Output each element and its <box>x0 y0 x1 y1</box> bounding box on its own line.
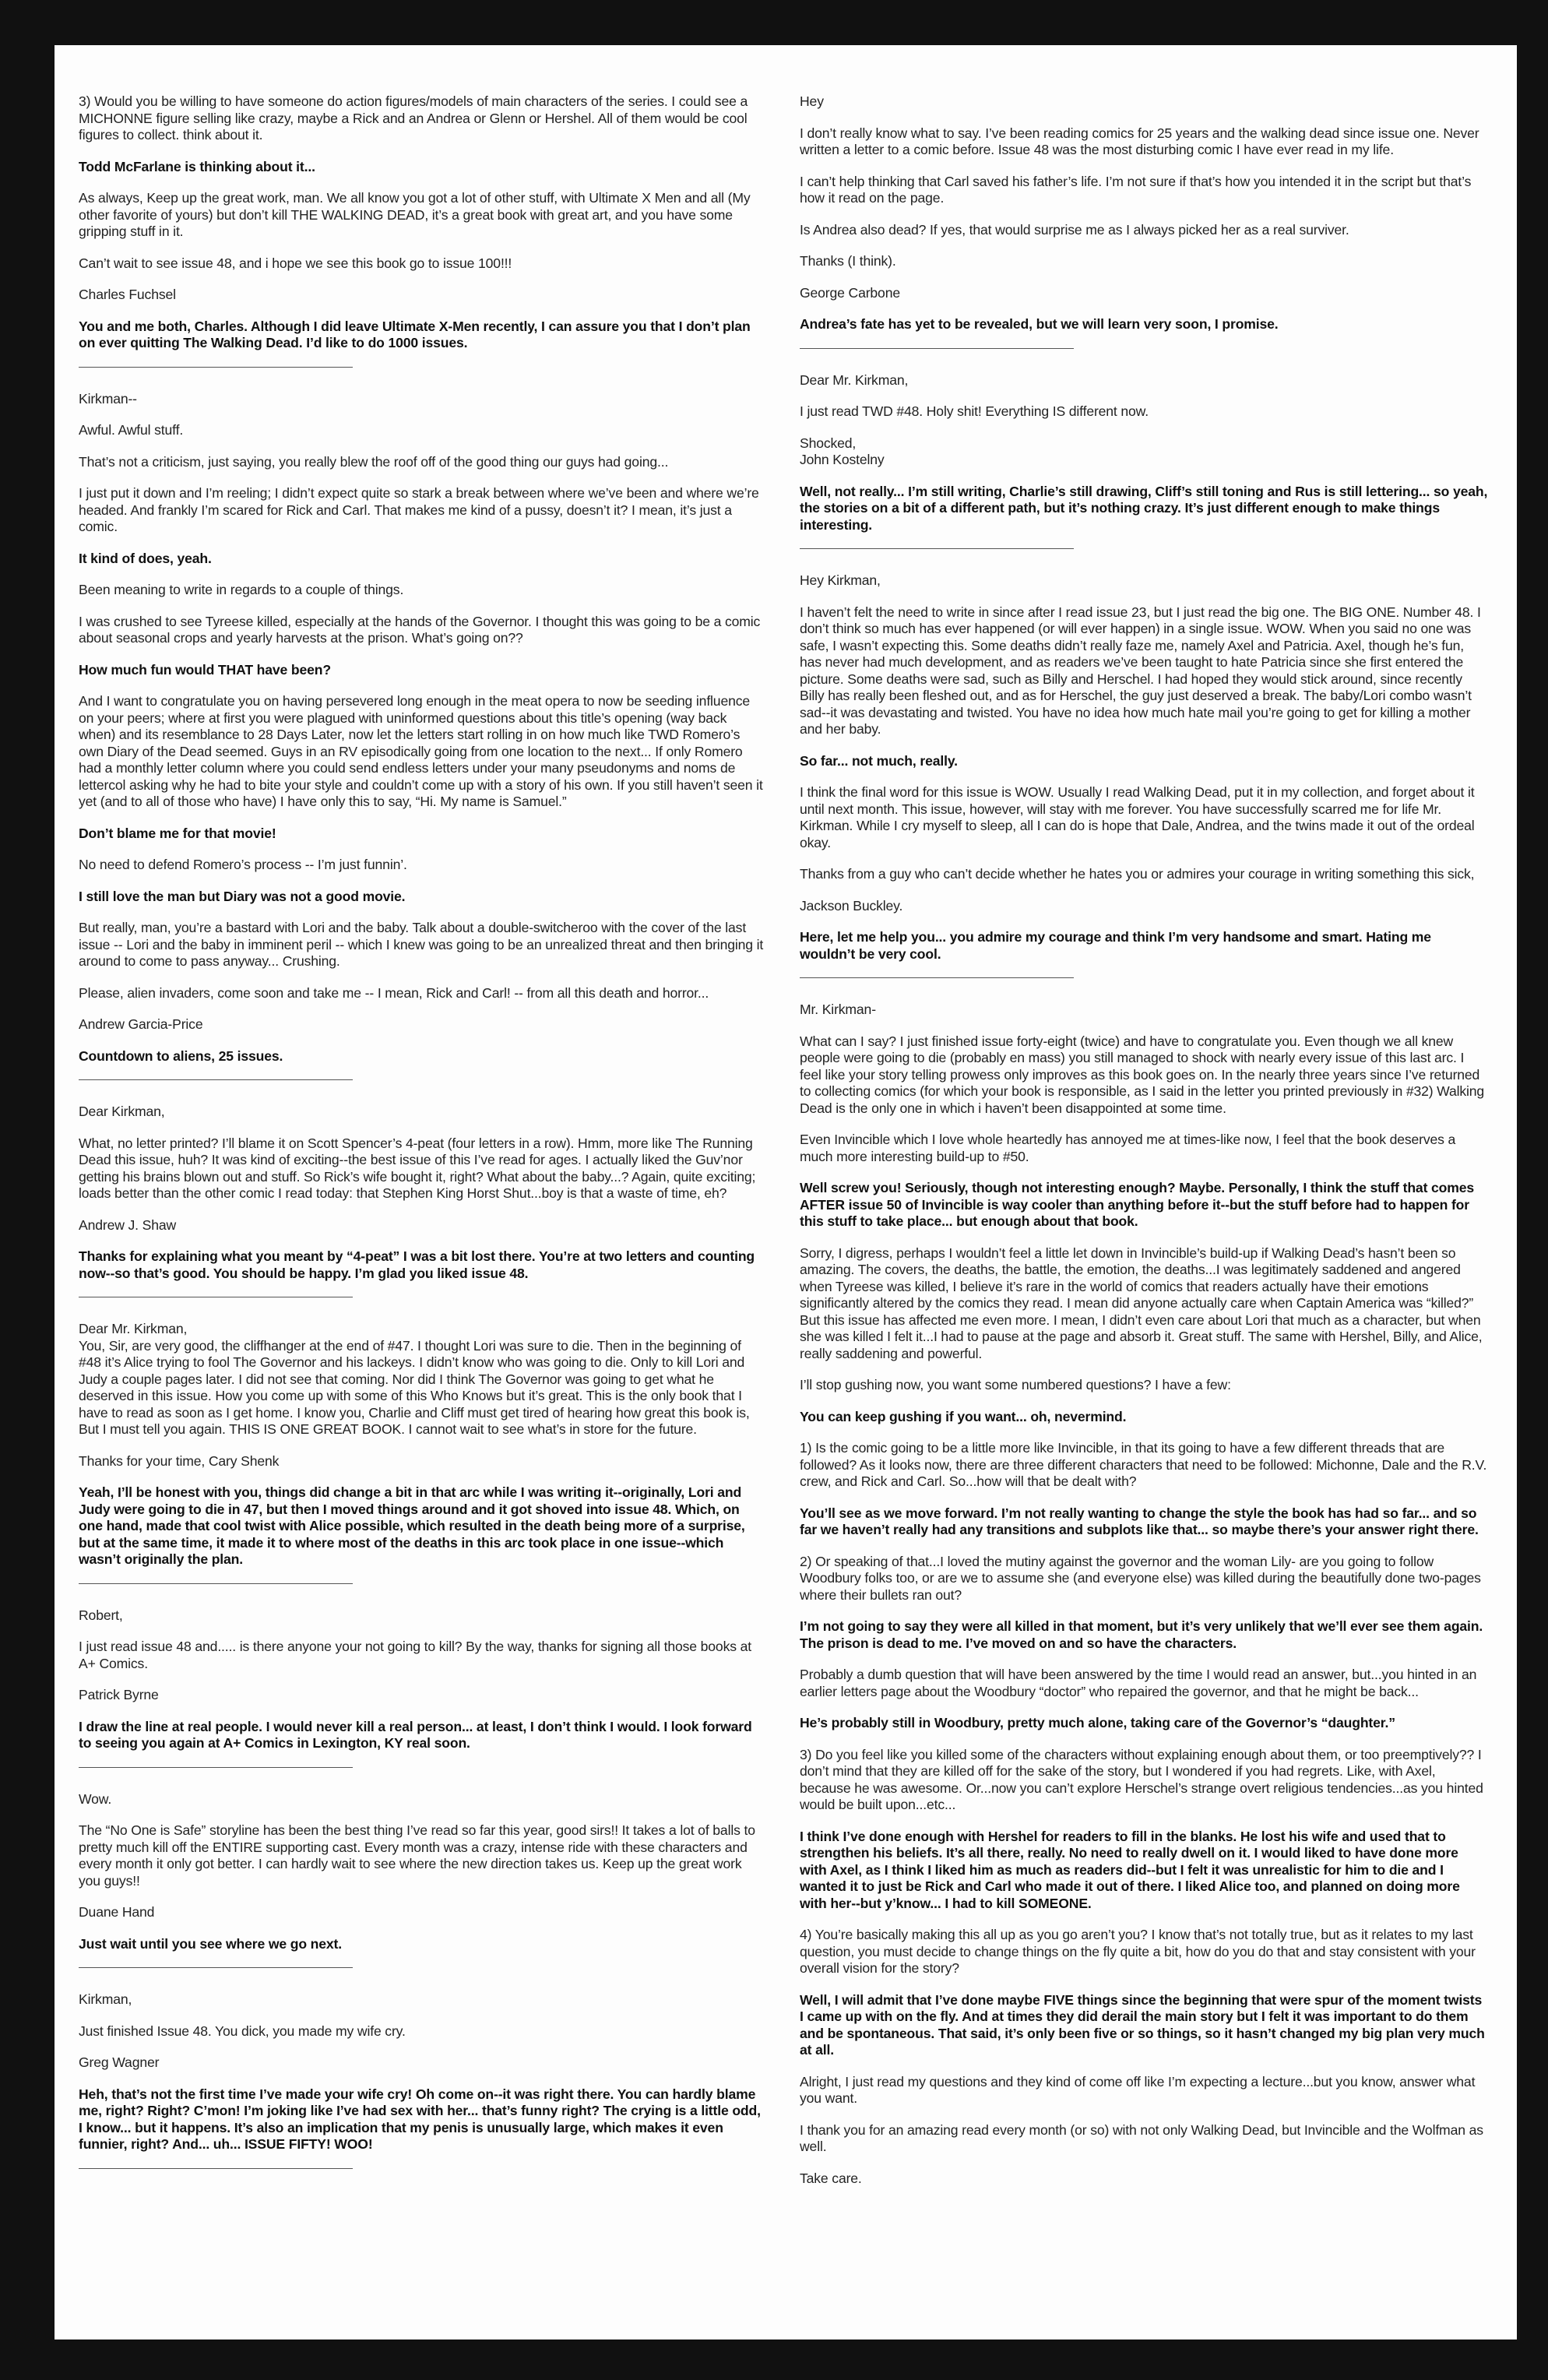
letter-divider <box>800 348 1074 349</box>
letter-paragraph: Is Andrea also dead? If yes, that would surprise me as I always picked her as a real surviver. <box>800 221 1349 238</box>
right-column <box>800 93 1488 2202</box>
editor-reply: Well screw you! Seriously, though not interesting enough? Maybe. Personally, I think the stuff that comes AFTER issue 50 of Invincible is way cooler than anything before it--but the stuff before had to happen for this stuff to take place... but enough about that book. <box>800 1180 1475 1229</box>
letter-paragraph: Kirkman, <box>79 1991 132 2007</box>
editor-reply: Todd McFarlane is thinking about it... <box>79 158 315 174</box>
letter-divider <box>800 548 1074 549</box>
editor-reply: Andrea’s fate has yet to be revealed, but we will learn very soon, I promise. <box>800 316 1279 332</box>
letter-paragraph: Take care. <box>800 2170 862 2186</box>
editor-reply: So far... not much, really. <box>800 752 958 769</box>
letter-paragraph: 2) Or speaking of that...I loved the mutiny against the governor and the woman Lily- are you going to follow Woodbury folks too, or are we to assume she (and everyone else) was killed during the beautifully done two-pages where their bullets ran out? <box>800 1553 1481 1603</box>
letter-paragraph: I thank you for an amazing read every month (or so) with not only Walking Dead, but Invincible and the Wolfman as well. <box>800 2121 1483 2154</box>
letter-paragraph: Wow. <box>79 1790 112 1807</box>
editor-reply: Well, I will admit that I’ve done maybe FIVE things since the beginning that were spur of the moment twists I came up with on the fly. And at times they did derail the main story but I felt it was important to do them and be spontaneous. That said, it’s only been five or so things, so it hasn’t changed my big plan very much at all. <box>800 1991 1485 2058</box>
editor-reply: I’m not going to say they were all killed in that moment, but it’s very unlikely that we’ll ever see them again. The prison is dead to me. I’ve moved on and so have the characters. <box>800 1618 1483 1651</box>
letter-paragraph: Patrick Byrne <box>79 1687 159 1702</box>
letter-paragraph: Been meaning to write in regards to a couple of things. <box>79 582 404 597</box>
letter-paragraph: Sorry, I digress, perhaps I wouldn’t feel a little let down in Invincible’s build-up if Walking Dead’s hasn’t been so amazing. The covers, the deaths, the battle, the emotion, the deaths...I was legitimately saddened and angered when Tyreese was killed, I believe it’s rare in the world of comics that readers actually have their emotions significantly altered by the comics they read. I mean did anyone actually care when Captain America was “killed?” But this issue has affected me even more. I mean, I didn’t even care about Lori that much as a character, but when she was killed I felt it...I had to pause at the page and absorb it. Great stuff. The same with Hershel, Billy, and Alice, really saddening and powerful. <box>800 1245 1483 1361</box>
letter-paragraph: Mr. Kirkman- <box>800 1002 876 1017</box>
editor-reply: I think I’ve done enough with Hershel for readers to fill in the blanks. He lost his wife and used that to strengthen his beliefs. It’s all there, really. No need to really dwell on it. I would liked to have done more with Axel, as I think I liked him as much as readers did--but I felt it was unrealistic for him to die and I wanted it to just be Rick and Carl who made it out of there. I liked Alice too, and planned on doing more with her--but y’know... I had to kill SOMEONE. <box>800 1828 1460 1911</box>
editor-reply: You and me both, Charles. Although I did leave Ultimate X-Men recently, I can assure you that I don’t plan on ever quitting The Walking Dead. I’d like to do 1000 issues. <box>79 318 751 350</box>
letter-paragraph: Greg Wagner <box>79 2054 160 2070</box>
letter-paragraph: 3) Do you feel like you killed some of the characters without explaining enough about them, or too preemptively?? I don’t mind that they are killed off for the sake of the story, but I wondered if you had regrets. Like, with Axel, because he was awesome. Or...now you can’t explore Herschel’s strange overt religious tendencies...as you hinted would be built upon...etc... <box>800 1746 1483 1812</box>
letter-divider <box>79 1767 353 1768</box>
editor-reply: It kind of does, yeah. <box>79 550 212 566</box>
letter-paragraph: Hey <box>800 93 824 109</box>
letter-paragraph: Kirkman-- <box>79 390 137 407</box>
letter-paragraph: 3) Would you be willing to have someone do action figures/models of main characters of the series. I could see a MICHONNE figure selling like crazy, maybe a Rick and an Andrea or Glenn or Hershel. All of them would be cool figures to collect. think about it. <box>79 93 748 143</box>
letter-paragraph: 4) You’re basically making this all up as you go aren’t you? I know that’s not totally true, but as it relates to my last question, you must decide to change things on the fly quite a bit, how do you do that and stay consistent with your overall vision for the story? <box>800 1927 1476 1976</box>
letter-paragraph: I’ll stop gushing now, you want some numbered questions? I have a few: <box>800 1377 1231 1392</box>
letter-paragraph: Please, alien invaders, come soon and take me -- I mean, Rick and Carl! -- from all this death and horror... <box>79 984 709 1001</box>
letters-page <box>55 45 1517 2340</box>
letter-paragraph: George Carbone <box>800 284 900 301</box>
letter-paragraph: I just read issue 48 and..... is there anyone your not going to kill? By the way, thanks for signing all those books at A+ Comics. <box>79 1639 751 1671</box>
letter-paragraph: What, no letter printed? I’ll blame it on Scott Spencer’s 4-peat (four letters in a row). Hmm, more like The Running Dead this issue, huh? It was kind of exciting--the best issue of this I’ve read for ages. I actually liked the Guv’nor getting his brains blown out and stuff. So Rick’s wife bought it, right? What about the baby...? Again, quite exciting; loads better than the other comic I read today: that Stephen King Horst Shut...boy is that a waste of time, eh? <box>79 1135 756 1201</box>
editor-reply: Well, not really... I’m still writing, Charlie’s still drawing, Cliff’s still toning and Rus is still lettering... so yeah, the stories on a bit of a different path, but it’s nothing crazy. It’s just different enough to make things interesting. <box>800 483 1488 533</box>
letter-paragraph: Dear Mr. Kirkman, <box>800 371 909 388</box>
letter-paragraph: Shocked, John Kostelny <box>800 435 885 467</box>
letter-paragraph: Duane Hand <box>79 1904 155 1920</box>
editor-reply: Just wait until you see where we go next. <box>79 1935 342 1952</box>
letter-paragraph: Charles Fuchsel <box>79 287 176 302</box>
letter-paragraph: Thanks for your time, Cary Shenk <box>79 1452 280 1469</box>
letter-paragraph: Andrew Garcia-Price <box>79 1016 203 1032</box>
letter-paragraph: Even Invincible which I love whole heartedly has annoyed me at times-like now, I feel that the book deserves a much more interesting build-up to #50. <box>800 1132 1456 1164</box>
editor-reply: I draw the line at real people. I would never kill a real person... at least, I don’t think I would. I look forward to seeing you again at A+ Comics in Lexington, KY real soon. <box>79 1718 752 1751</box>
letter-paragraph: I can’t help thinking that Carl saved his father’s life. I’m not sure if that’s how you intended it in the script but that’s how it read on the page. <box>800 173 1472 206</box>
letter-divider <box>79 2168 353 2169</box>
letter-paragraph: Dear Mr. Kirkman, You, Sir, are very good, the cliffhanger at the end of #47. I thought Lori was sure to die. Then in the beginning of #48 it’s Alice trying to fool The Governor and his lackeys. I didn’t know who was going to die. Only to kill Lori and Judy a couple pages later. I did not see that coming. Nor did I think The Governor was going to get what he deserved in this issue. How you come up with some of this Who Knows but it’s great. This is the only book that I have to read as soon as I get home. I know you, Charlie and Cliff must get tired of hearing how great this book is, But I must tell you again. THIS IS ONE GREAT BOOK. I cannot wait to see what’s in store for the future. <box>79 1321 750 1437</box>
letter-paragraph: 1) Is the comic going to be a little more like Invincible, in that its going to have a few different threads that are followed? As it looks now, there are three different characters that need to be followed: Michonne, Dale and the R.V. crew, and Rick and Carl. So...how will that be dealt with? <box>800 1440 1487 1489</box>
letter-paragraph: Can’t wait to see issue 48, and i hope we see this book go to issue 100!!! <box>79 255 512 271</box>
editor-reply: He’s probably still in Woodbury, pretty much alone, taking care of the Governor’s “daughter.” <box>800 1715 1395 1730</box>
letter-paragraph: As always, Keep up the great work, man. We all know you got a lot of other stuff, with Ultimate X Men and all (My other favorite of yours) but don’t kill THE WALKING DEAD, it’s a great book with great art, and you have some gripping stuff in it. <box>79 190 751 239</box>
letter-divider <box>79 1079 353 1080</box>
letter-paragraph: Just finished Issue 48. You dick, you made my wife cry. <box>79 2023 406 2039</box>
editor-reply: Heh, that’s not the first time I’ve made your wife cry! Oh come on--it was right there. You can hardly blame me, right? Right? C’mon! I’m joking like I’ve had sex with her... that’s funny right? The crying is a little odd, I know... but it happens. It’s also an implication that my penis is unusually large, which makes it even funnier, right? And... uh... ISSUE FIFTY! WOO! <box>79 2086 761 2152</box>
letter-paragraph: And I want to congratulate you on having persevered long enough in the meat opera to now be seeding influence on your peers; where at first you were plagued with uninformed questions about this title’s opening (way back when) and its resemblance to 28 Days Later, now let the letters start rolling in on how much like TWD Romero’s own Diary of the Dead seemed. Guys in an RV episodically going from one location to the next... If only Romero had a monthly letter column where you could send endless letters under your many pseudonyms and noms de lettercol asking why he had to bite your style and couldn’t come up with a story of his own. If you still haven’t seen it yet (and to all of those who have) I have only this to say, “Hi. My name is Samuel.” <box>79 693 763 809</box>
letter-divider <box>800 977 1074 978</box>
letter-divider <box>79 1967 353 1968</box>
letter-paragraph: Andrew J. Shaw <box>79 1216 177 1233</box>
letter-paragraph: Thanks from a guy who can’t decide whether he hates you or admires your courage in writing something this sick, <box>800 866 1475 882</box>
letter-paragraph: The “No One is Safe” storyline has been the best thing I’ve read so far this year, good sirs!! It takes a lot of balls to pretty much kill off the ENTIRE supporting cast. Every month was a crazy, intense ride with these characters and every month it only got better. I can hardly wait to see where the new direction takes us. Keep up the great work you guys!! <box>79 1822 755 1889</box>
left-column <box>79 93 767 2192</box>
letter-paragraph: I was crushed to see Tyreese killed, especially at the hands of the Governor. I thought this was going to be a comic about seasonal crops and yearly harvests at the prison. What’s going on?? <box>79 613 761 646</box>
letter-paragraph: No need to defend Romero’s process -- I’m just funnin’. <box>79 857 407 872</box>
editor-reply: Countdown to aliens, 25 issues. <box>79 1047 283 1064</box>
letter-paragraph: That’s not a criticism, just saying, you really blew the roof off of the good thing our guys had going... <box>79 453 669 470</box>
editor-reply: Don’t blame me for that movie! <box>79 825 276 841</box>
letter-paragraph: Thanks (I think). <box>800 253 896 269</box>
letter-paragraph: But really, man, you’re a bastard with Lori and the baby. Talk about a double-switcheroo with the cover of the last issue -- Lori and the baby in imminent peril -- which I knew was going to be an unrealized threat and then bringing it around to come to pass anyway... Crushing. <box>79 920 764 969</box>
letter-paragraph: Awful. Awful stuff. <box>79 422 184 438</box>
letter-paragraph: I just read TWD #48. Holy shit! Everything IS different now. <box>800 403 1149 419</box>
editor-reply: I still love the man but Diary was not a good movie. <box>79 888 406 904</box>
letter-paragraph: I haven’t felt the need to write in since after I read issue 23, but I just read the big one. The BIG ONE. Number 48. I don’t think so much has ever happened (or will ever happen) in a single issue. WOW. When you said no one was safe, I wasn’t expecting this. Some deaths didn’t really faze me, namely Axel and Patricia. Axel, though he’s fun, has never had much development, and as readers we’ve been taught to hate Patricia since she first entered the picture. Some deaths were sad, such as Billy and Herschel. I had hoped they would stick around, since recently Billy has really been fleshed out, and as for Herschel, the guy just deserved a break. The baby/Lori combo wasn’t sad--it was devastating and twisted. You have no idea how much hate mail you’re going to get for killing a mother and her baby. <box>800 604 1481 737</box>
letter-paragraph: I don’t really know what to say. I’ve been reading comics for 25 years and the walking dead since issue one. Never written a letter to a comic before. Issue 48 was the most disturbing comic I have ever read in my life. <box>800 125 1479 157</box>
letter-paragraph: I just put it down and I’m reeling; I didn’t expect quite so stark a break between where we’ve been and where we’re headed. And frankly I’m scared for Rick and Carl. That makes me kind of a pussy, doesn’t it? I mean, it’s just a comic. <box>79 485 759 534</box>
letter-divider <box>79 1583 353 1584</box>
editor-reply: How much fun would THAT have been? <box>79 661 331 678</box>
editor-reply: Here, let me help you... you admire my courage and think I’m very handsome and smart. Hating me wouldn’t be very cool. <box>800 929 1431 962</box>
letter-paragraph: I think the final word for this issue is WOW. Usually I read Walking Dead, put it in my collection, and forget about it until next month. This issue, however, will stay with me forever. You have successfully scarred me for life Mr. Kirkman. While I cry myself to sleep, all I can do is hope that Dale, Andrea, and the twins made it out of the ordeal okay. <box>800 784 1475 850</box>
letter-paragraph: Hey Kirkman, <box>800 572 881 588</box>
letter-paragraph: Jackson Buckley. <box>800 897 903 914</box>
editor-reply: You can keep gushing if you want... oh, nevermind. <box>800 1408 1127 1424</box>
letter-paragraph: Probably a dumb question that will have been answered by the time I would read an answer, but...you hinted in an earlier letters page about the Woodbury “doctor” who repaired the governor, and that he might be back... <box>800 1667 1477 1699</box>
letter-paragraph: Dear Kirkman, <box>79 1104 165 1119</box>
letter-paragraph: What can I say? I just finished issue forty-eight (twice) and have to congratulate you. Even though we all knew people were going to die (probably en mass) you still managed to shock with nearly every issue of this last arc. I feel like your story telling prowess only improves as this book goes on. In the nearly three years since I’ve returned to collecting comics (for which your book is responsible, as I said in the letter you printed previously in #32) Walking Dead is the only one in which i haven’t been disappointed at some time. <box>800 1033 1485 1116</box>
editor-reply: Thanks for explaining what you meant by “4-peat” I was a bit lost there. You’re at two letters and counting now--so that’s good. You should be happy. I’m glad you liked issue 48. <box>79 1248 755 1281</box>
letter-divider <box>79 367 353 368</box>
editor-reply: You’ll see as we move forward. I’m not really wanting to change the style the book has had so far... and so far we haven’t really had any transitions and subplots like that... so maybe there’s your answer right there. <box>800 1505 1479 1537</box>
letter-paragraph: Robert, <box>79 1607 123 1623</box>
letter-paragraph: Alright, I just read my questions and they kind of come off like I’m expecting a lecture...but you know, answer what you want. <box>800 2073 1476 2106</box>
editor-reply: Yeah, I’ll be honest with you, things did change a bit in that arc while I was writing it--originally, Lori and Judy were going to die in 47, but then I moved things around and it got shoved into issue 48. Which, on one hand, made that cool twist with Alice possible, which resulted in the death being more of a surprise, but at the same time, it made it to where most of the deaths in this arc took place in one issue--which wasn’t originally the plan. <box>79 1484 745 1567</box>
